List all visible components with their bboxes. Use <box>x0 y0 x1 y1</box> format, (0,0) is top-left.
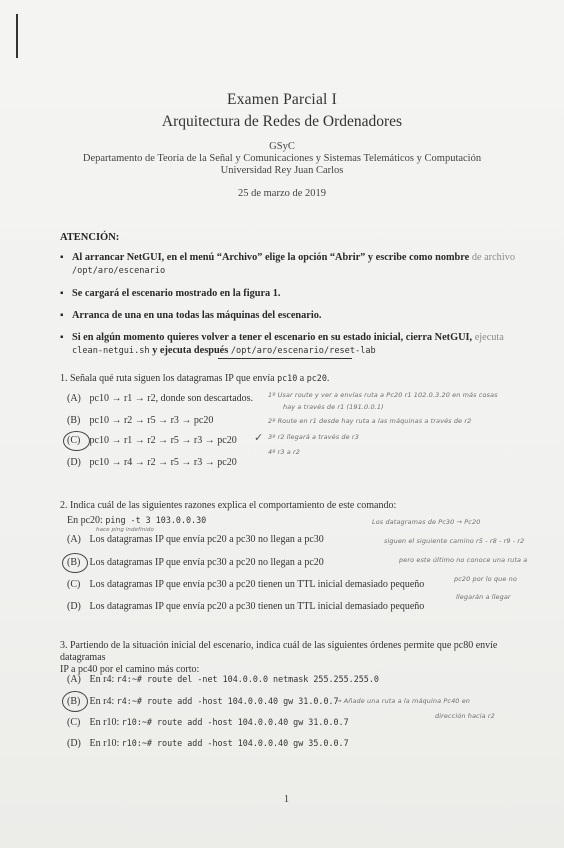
option-label: (B) <box>67 557 81 568</box>
option-d[interactable] <box>67 457 237 468</box>
option-a[interactable] <box>67 534 324 545</box>
bullet-code-2: /opt/aro/escenario/reset-lab <box>230 346 376 356</box>
answer-circle <box>62 691 88 712</box>
option-label: (D) <box>67 738 81 749</box>
command-line <box>67 515 206 526</box>
handwritten-note: 1º Usar route y ver a envías ruta a Pc20 r1 102.0.3.20 en más cosas <box>268 391 498 399</box>
option-c[interactable] <box>67 435 237 446</box>
option-a[interactable] <box>67 674 379 685</box>
option-d[interactable] <box>67 738 349 749</box>
course-title: Arquitectura de Redes de Ordenadores <box>161 113 403 130</box>
option-label: (C) <box>67 579 81 590</box>
option-text: pc10 → r1 → r2, donde son descartados. <box>89 393 254 404</box>
handwritten-note: 3º r2 llegará a través de r3 <box>268 433 359 441</box>
attention-bullet <box>60 251 534 278</box>
handwritten-note: hace ping indefinido <box>96 527 154 533</box>
question-number: 1. <box>60 373 68 384</box>
attention-title: ATENCIÓN: <box>60 232 120 243</box>
handwritten-note: pero este último no conoce una ruta a <box>399 556 528 564</box>
option-text: pc10 → r1 → r2 → r5 → r3 → pc20 <box>89 435 237 446</box>
bullet-dot: ▪ <box>60 288 64 299</box>
question-text: a <box>299 373 305 384</box>
host-code: pc20 <box>306 373 327 383</box>
option-code: r4:~# route del -net 104.0.0.0 netmask 255.255.255.0 <box>116 674 379 684</box>
option-prefix: En r4: <box>89 696 115 707</box>
bullet-faded-text: de archivo <box>471 252 515 263</box>
option-text: Los datagramas IP que envía pc20 a pc30 tienen un TTL inicial demasiado pequeño <box>89 601 425 612</box>
option-label: (C) <box>67 717 81 728</box>
handwritten-note: Los datagramas de Pc30 → Pc20 <box>372 518 481 526</box>
option-label: (A) <box>67 674 81 685</box>
handwritten-note: → Añade una ruta a la máquina Pc40 en <box>336 697 471 705</box>
bullet-text-tail: y ejecuta después <box>152 345 229 356</box>
answer-circle <box>63 431 90 451</box>
option-code: r4:~# route add -host 104.0.0.40 gw 31.0.0.7 <box>116 696 339 706</box>
page-number: 1 <box>284 794 289 805</box>
question-text: IP a pc40 por el camino más corto: <box>60 664 200 675</box>
university-name: Universidad Rey Juan Carlos <box>220 165 344 176</box>
question-number: 3. <box>60 640 68 651</box>
question-text: Indica cuál de las siguientes razones explica el comportamiento de este comando: <box>70 500 397 511</box>
question-stem <box>60 640 540 676</box>
check-mark: ✓ <box>254 431 264 444</box>
host-code: pc10 <box>277 373 298 383</box>
bullet-text: Se cargará el escenario mostrado en la figura 1. <box>72 288 281 299</box>
option-c[interactable] <box>67 717 349 728</box>
bullet-dot: ▪ <box>60 252 64 263</box>
group-name: GSyC <box>269 141 295 152</box>
option-text: Los datagramas IP que envía pc30 a pc20 no llegan a pc20 <box>89 557 324 568</box>
option-d[interactable] <box>67 601 424 612</box>
bullet-dot: ▪ <box>60 310 64 321</box>
handwritten-note: pc20 por lo que no <box>454 575 517 583</box>
attention-section <box>60 232 534 358</box>
option-code: r10:~# route add -host 104.0.0.40 gw 35.0.0.7 <box>121 738 349 748</box>
handwritten-note: dirección hacia r2 <box>435 712 495 720</box>
option-prefix: En r10: <box>89 738 120 749</box>
option-label: (D) <box>67 601 81 612</box>
option-text: pc10 → r4 → r2 → r5 → r3 → pc20 <box>89 457 237 468</box>
attention-bullet <box>60 287 534 300</box>
question-number: 2. <box>60 500 68 511</box>
handwritten-note: 2º Route en r1 desde hay ruta a las máquinas a través de r2 <box>268 417 472 425</box>
handwritten-note: llegarán a llegar <box>456 593 511 601</box>
option-code: r10:~# route add -host 104.0.0.40 gw 31.0.0.7 <box>121 717 349 727</box>
option-label: (B) <box>67 415 81 426</box>
command-prompt-label: En pc20: <box>67 515 103 526</box>
option-text: Los datagramas IP que envía pc30 a pc20 tienen un TTL inicial demasiado pequeño <box>89 579 425 590</box>
option-b[interactable] <box>67 557 324 568</box>
handwritten-note: siguen el siguiente camino r5 - r8 - r9 - r2 <box>384 537 525 545</box>
attention-bullet <box>60 331 534 358</box>
option-b[interactable] <box>67 415 213 426</box>
option-prefix: En r4: <box>89 674 115 685</box>
bullet-code: clean-netgui.sh <box>72 346 150 356</box>
option-label: (B) <box>67 696 81 707</box>
option-text: pc10 → r2 → r5 → r3 → pc20 <box>89 415 214 426</box>
option-text: Los datagramas IP que envía pc20 a pc30 no llegan a pc30 <box>89 534 324 545</box>
exam-date: 25 de marzo de 2019 <box>237 188 327 199</box>
bullet-text: Al arrancar NetGUI, en el menú “Archivo” elige la opción “Abrir” y escribe como nombre <box>72 252 470 263</box>
attention-bullet <box>60 309 534 322</box>
bullet-faded-text: ejecuta <box>474 332 504 343</box>
bullet-text: Si en algún momento quieres volver a tener el escenario en su estado inicial, cierra NetGUI, <box>72 332 473 343</box>
margin-mark <box>16 14 18 58</box>
handwritten-note: 4º r3 a r2 <box>268 448 300 456</box>
option-label: (D) <box>67 457 81 468</box>
option-a[interactable] <box>67 393 253 404</box>
option-prefix: En r10: <box>89 717 120 728</box>
answer-circle <box>62 553 88 573</box>
question-stem: 1. Señala qué ruta siguen los datagramas IP que envía pc10 a pc20. <box>60 373 330 384</box>
section-divider <box>218 358 352 359</box>
option-label: (C) <box>67 435 81 446</box>
question-text: Señala qué ruta siguen los datagramas IP que envía <box>70 373 275 384</box>
exam-header <box>0 91 564 199</box>
bullet-code: /opt/aro/escenario <box>72 266 166 276</box>
option-label: (A) <box>67 393 81 404</box>
bullet-dot: ▪ <box>60 332 64 343</box>
question-stem <box>60 500 540 512</box>
question-text: Partiendo de la situación inicial del escenario, indica cuál de las siguientes órdenes permite que pc80 envíe datagramas <box>60 640 498 663</box>
bullet-text: Arranca de una en una todas las máquinas del escenario. <box>72 310 322 321</box>
handwritten-note: hay a través de r1 (191.0.0.1) <box>283 403 384 411</box>
option-b[interactable] <box>67 696 339 707</box>
option-c[interactable] <box>67 579 424 590</box>
exam-title: Examen Parcial I <box>227 91 337 108</box>
command-code: ping -t 3 103.0.0.30 <box>105 515 207 525</box>
option-label: (A) <box>67 534 81 545</box>
department-name: Departamento de Teoría de la Señal y Comunicaciones y Sistemas Telemáticos y Computación <box>82 153 482 164</box>
